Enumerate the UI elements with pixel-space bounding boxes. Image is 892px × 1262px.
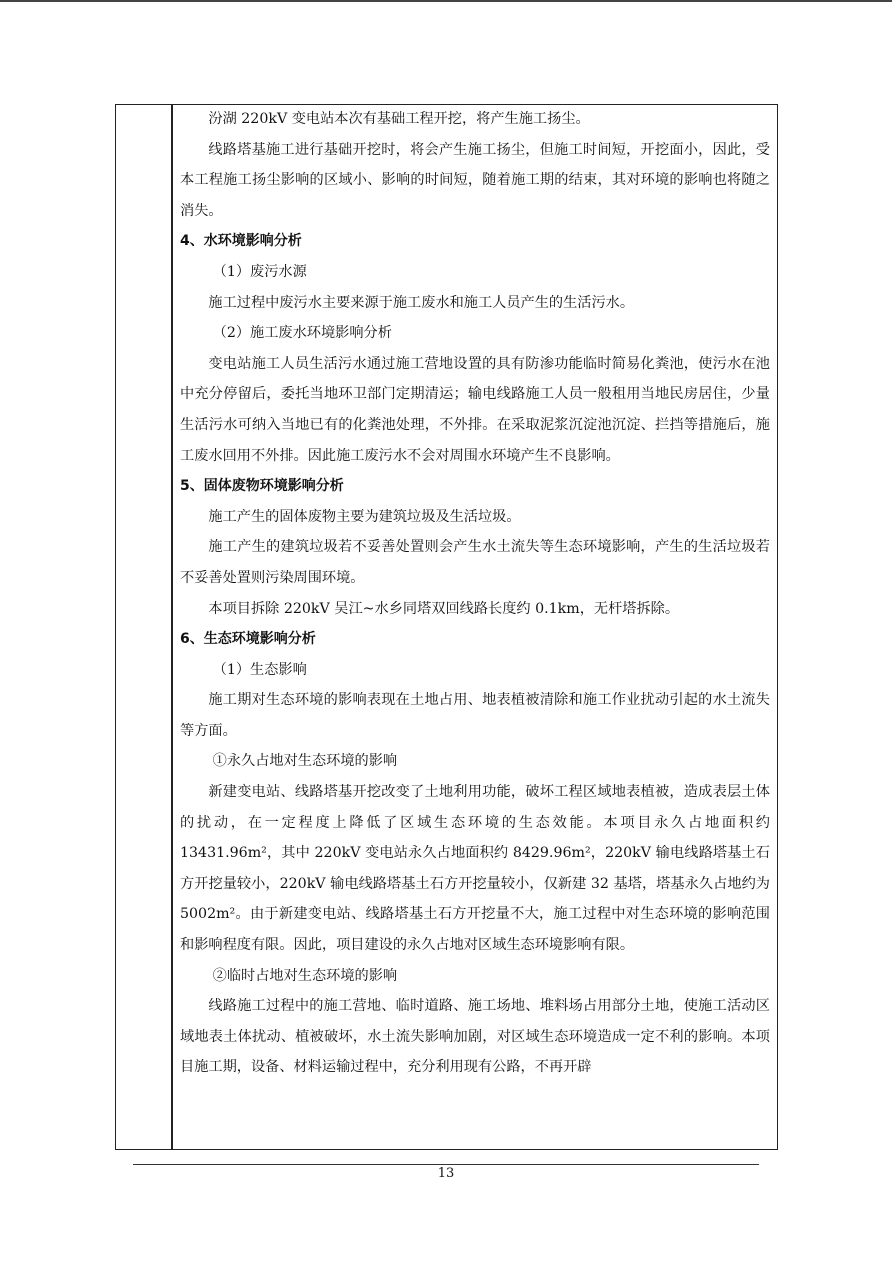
paragraph: 线路施工过程中的施工营地、临时道路、施工场地、堆料场占用部分土地，使施工活动区域地表土体扰动、植被破坏，水土流失影响加剧，对区域生态环境造成一定不利的影响。本项目施工期，设备、材料运输过程中，充分利用现有公路，不再开辟 bbox=[180, 998, 770, 1076]
body-text bbox=[180, 104, 770, 1083]
section-heading: 6、生态环境影响分析 bbox=[180, 631, 316, 648]
section-heading: 5、固体废物环境影响分析 bbox=[180, 478, 344, 495]
subsection-title: ①永久占地对生态环境的影响 bbox=[212, 753, 398, 770]
page-number: 13 bbox=[437, 1166, 455, 1181]
paragraph: 施工产生的建筑垃圾若不妥善处置则会产生水土流失等生态环境影响，产生的生活垃圾若不妥善处置则污染周围环境。 bbox=[180, 539, 770, 586]
paragraph: 施工期对生态环境的影响表现在土地占用、地表植被清除和施工作业扰动引起的水土流失等方面。 bbox=[180, 692, 770, 739]
subsection-title: （2）施工废水环境影响分析 bbox=[212, 325, 392, 342]
subsection-title: （1）生态影响 bbox=[212, 661, 307, 678]
paragraph: 本项目拆除 220kV 吴江~水乡同塔双回线路长度约 0.1km，无杆塔拆除。 bbox=[208, 600, 680, 617]
paragraph: 变电站施工人员生活污水通过施工营地设置的具有防渗功能临时简易化粪池，使污水在池中充分停留后，委托当地环卫部门定期清运；输电线路施工人员一般租用当地民房居住，少量生活污水可纳入当地已有的化粪池处理，不外排。在采取泥浆沉淀池沉淀、拦挡等措施后，施工废水回用不外排。因此施工废污水不会对周围水环境产生不良影响。 bbox=[180, 355, 770, 464]
subsection-title: （1）废污水源 bbox=[212, 263, 307, 280]
paragraph: 线路塔基施工进行基础开挖时，将会产生施工扬尘，但施工时间短，开挖面小，因此，受本工程施工扬尘影响的区域小、影响的时间短，随着施工期的结束，其对环境的影响也将随之消失。 bbox=[180, 141, 770, 219]
paragraph: 施工过程中废污水主要来源于施工废水和施工人员产生的生活污水。 bbox=[208, 294, 635, 311]
footer-divider bbox=[133, 1164, 759, 1165]
subsection-title: ②临时占地对生态环境的影响 bbox=[212, 967, 398, 984]
top-border-line bbox=[0, 0, 892, 2]
section-heading: 4、水环境影响分析 bbox=[180, 233, 302, 250]
paragraph: 汾湖 220kV 变电站本次有基础工程开挖，将产生施工扬尘。 bbox=[208, 111, 590, 127]
paragraph: 施工产生的固体废物主要为建筑垃圾及生活垃圾。 bbox=[208, 508, 521, 525]
table-left-column-divider bbox=[171, 105, 173, 1149]
paragraph: 新建变电站、线路塔基开挖改变了土地利用功能，破坏工程区域地表植被，造成表层土体的扰动，在一定程度上降低了区域生态环境的生态效能。本项目永久占地面积约 13431.96m²，其中 220kV 变电站永久占地面积约 8429.96m²，220kV 输电线路塔基土石方开挖量较小，220kV 输电线路塔基土石方开挖量较小，仅新建 32 基塔，塔基永久占地约为 5002m²。由于新建变电站、线路塔基土石方开挖量不大，施工过程中对生态环境的影响范围和影响程度有限。因此，项目建设的永久占地对区域生态环境影响有限。 bbox=[180, 784, 770, 954]
